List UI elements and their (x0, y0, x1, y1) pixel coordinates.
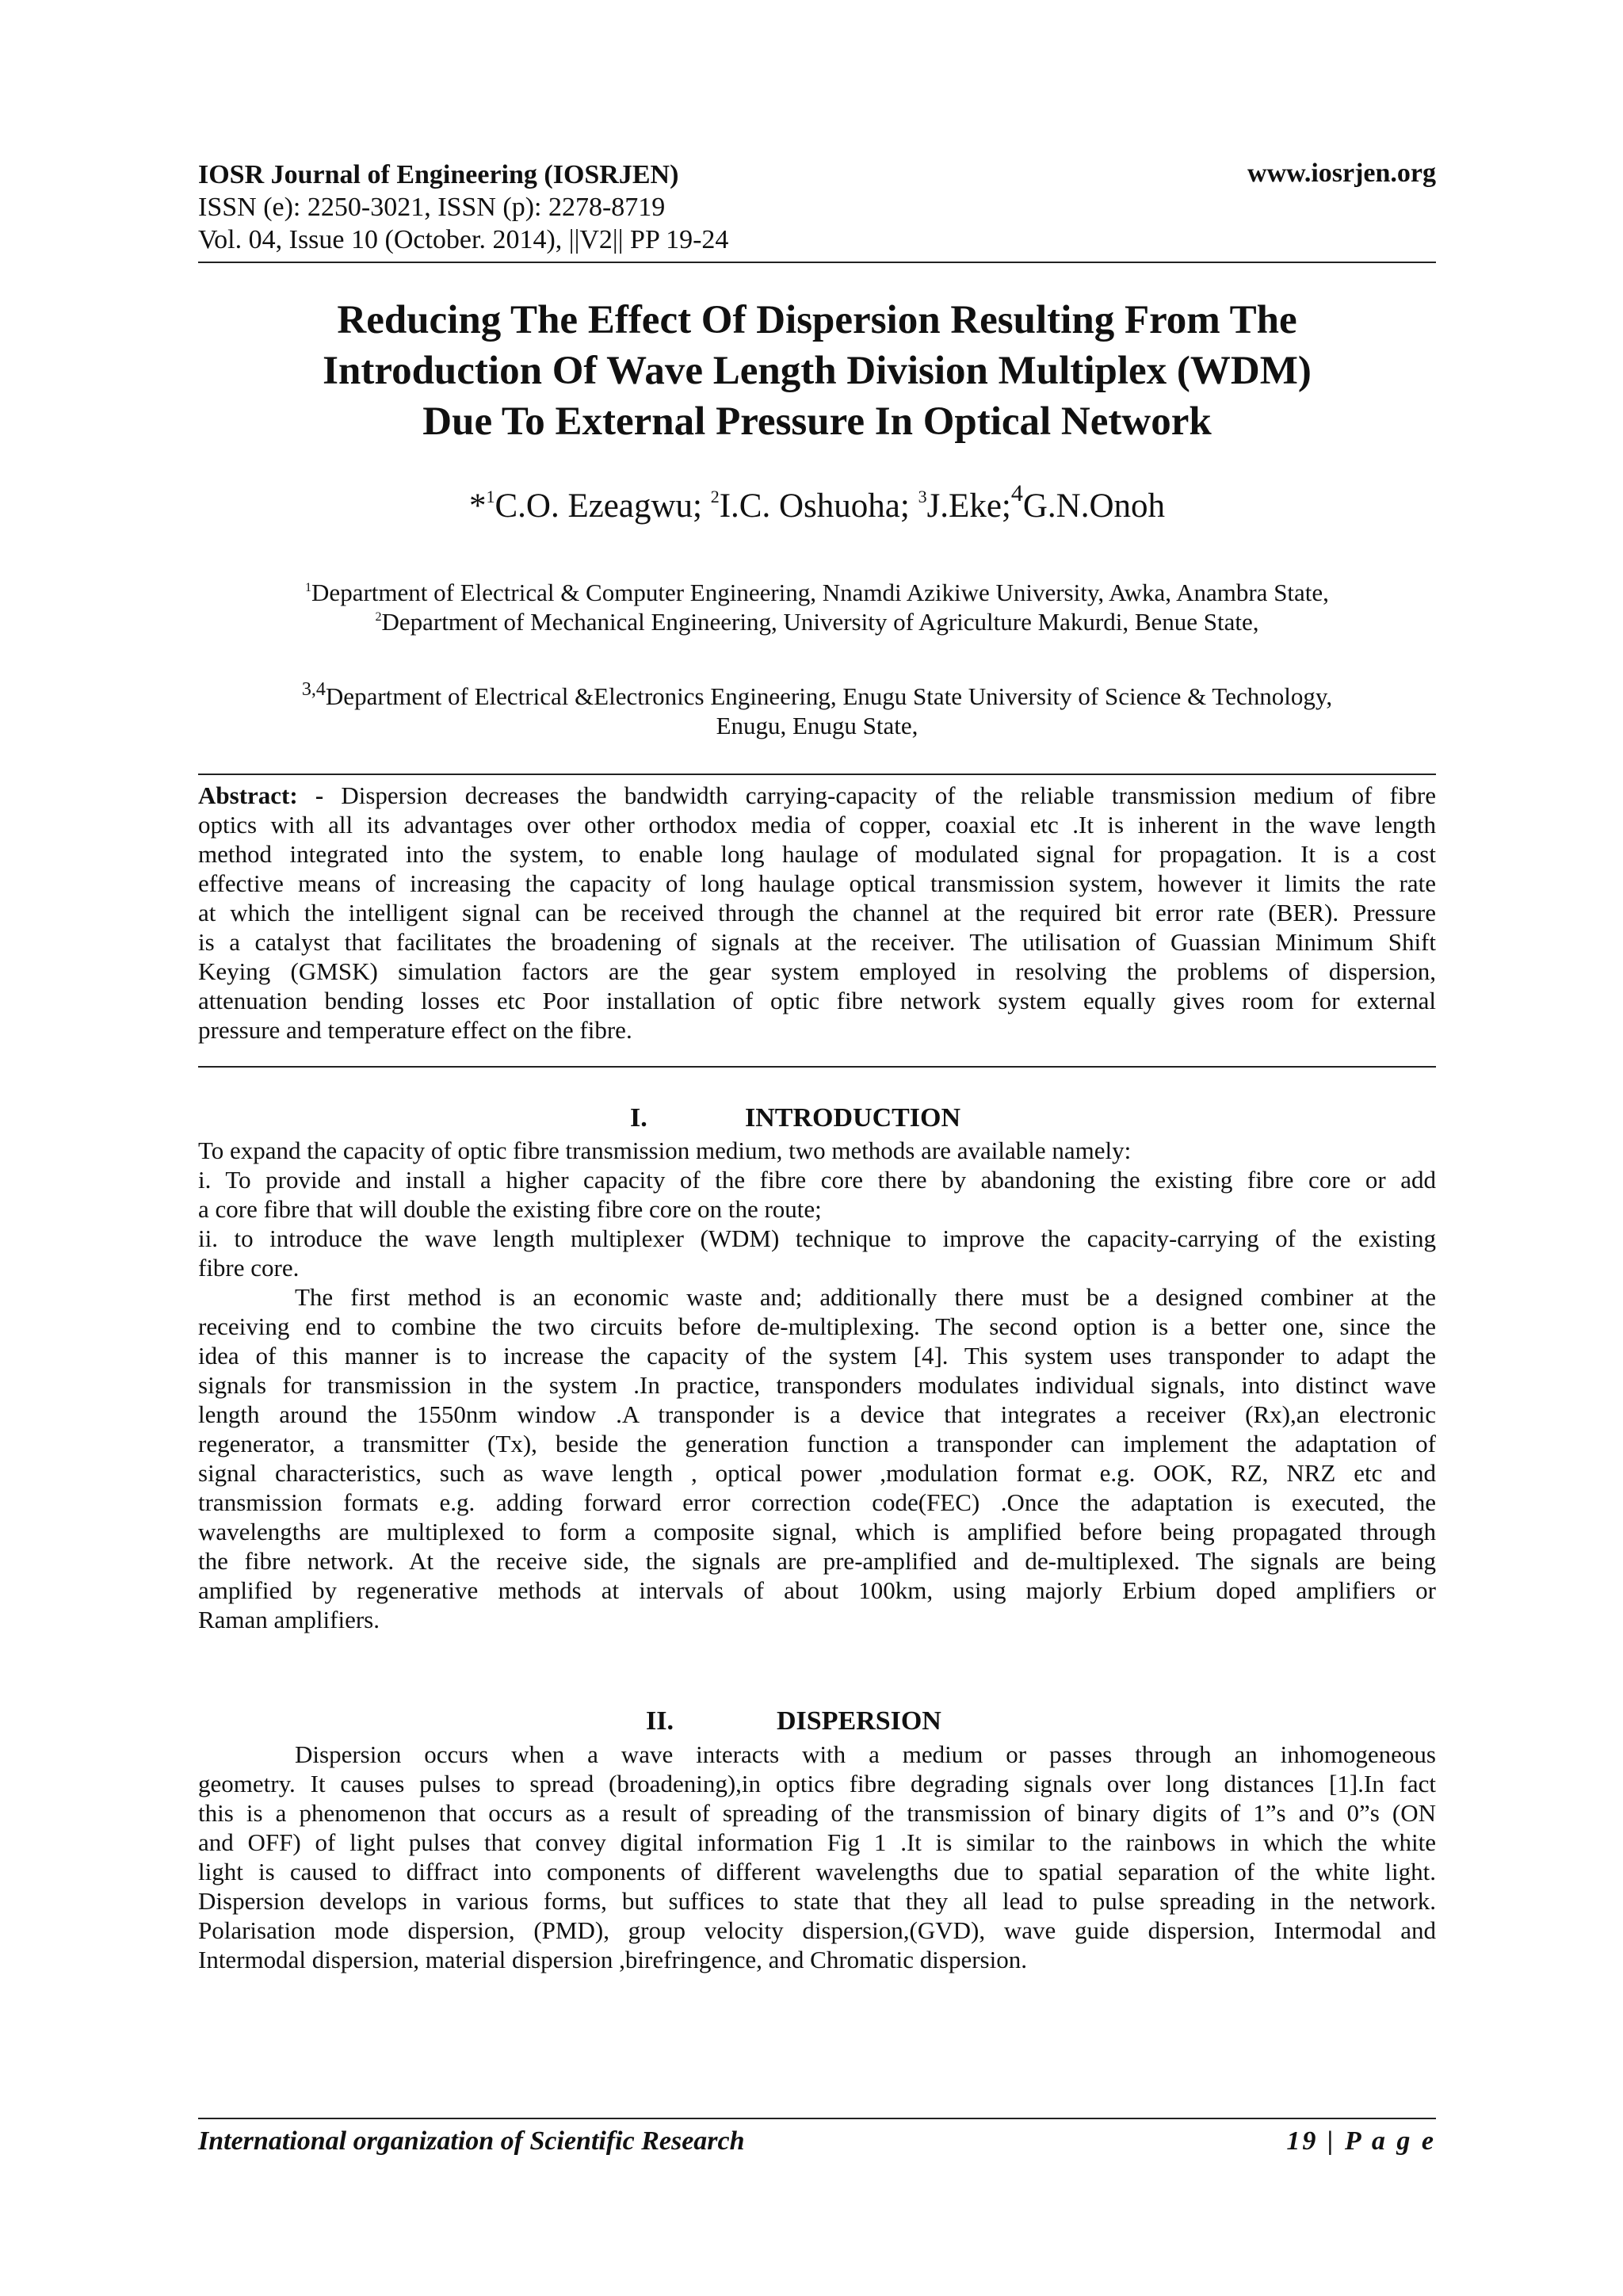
body-line: light is caused to diffract into components of different wavelengths due to spatial separation of the white light. (198, 1858, 1436, 1885)
abstract-line: effective means of increasing the capacity of long haulage optical transmission system, however it limits the rate (198, 869, 1436, 897)
body-line: To expand the capacity of optic fibre transmission medium, two methods are available namely: (198, 1137, 1132, 1164)
body-line: the fibre network. At the receive side, the signals are pre-amplified and de-multiplexed. The signals are being (198, 1547, 1436, 1575)
introduction-body (198, 1136, 1436, 1634)
abstract-bottom-rule (198, 1066, 1436, 1068)
author-name: C.O. Ezeagwu; (495, 487, 711, 525)
body-line: Dispersion occurs when a wave interacts with a medium or passes through an inhomogeneous (295, 1740, 1436, 1768)
body-line: geometry. It causes pulses to spread (broadening),in optics fibre degrading signals over long distances [1].In fact (198, 1770, 1436, 1797)
affiliation-block (198, 578, 1436, 636)
corresponding-mark: * (468, 487, 487, 525)
body-line: Intermodal dispersion, material dispersion ,birefringence, and Chromatic dispersion. (198, 1946, 1027, 1973)
author-sup: 1 (486, 487, 495, 506)
journal-name: IOSR Journal of Engineering (IOSRJEN) (198, 160, 679, 189)
body-line: signals for transmission in the system .In practice, transponders modulates individual signals, into distinct wave (198, 1371, 1436, 1399)
author-sup: 2 (710, 487, 720, 506)
abstract-line: at which the intelligent signal can be received through the channel at the required bit error rate (BER). Pressure (198, 899, 1436, 926)
body-line: idea of this manner is to increase the capacity of the system [4]. This system uses transponder to adapt the (198, 1342, 1436, 1370)
body-line: Raman amplifiers. (198, 1606, 380, 1633)
abstract-line: method integrated into the system, to enable long haulage of modulated signal for propagation. It is a cost (198, 840, 1436, 868)
author-sup: 3 (918, 487, 927, 506)
section-heading (198, 1706, 1436, 1737)
affiliation-1: $^1$Department of Electrical & Computer Engineering, Nnamdi Azikiwe University, Awka, Anambra State, (305, 579, 1329, 606)
footer-organization: International organization of Scientific Research (198, 2126, 745, 2156)
abstract-line: pressure and temperature effect on the fibre. (198, 1016, 632, 1044)
body-line: wavelengths are multiplexed to form a composite signal, which is amplified before being propagated through (198, 1518, 1436, 1545)
section-number: I. (630, 1103, 647, 1133)
body-line: Dispersion develops in various forms, but suffices to state that they all lead to pulse spreading in the network. (198, 1887, 1436, 1915)
author-sup: 4 (1010, 480, 1023, 506)
section-title: DISPERSION (777, 1706, 941, 1736)
journal-issn: ISSN (e): 2250-3021, ISSN (p): 2278-8719 (198, 193, 666, 222)
body-line: i. To provide and install a higher capacity of the fibre core there by abandoning the existing fibre core or add (198, 1166, 1436, 1194)
title-line: Due To External Pressure In Optical Network (422, 399, 1212, 444)
author-name: J.Eke; (926, 487, 1011, 525)
author-name: G.N.Onoh (1022, 487, 1166, 525)
affiliation-3: $^{3,4}$Department of Electrical &Electronics Engineering, Enugu State University of Science & Technology, (301, 679, 1333, 710)
abstract-line: Keying (GMSK) simulation factors are the gear system employed in resolving the problems of dispersion, (198, 957, 1436, 985)
journal-volume: Vol. 04, Issue 10 (October. 2014), ||V2|| PP 19-24 (198, 225, 729, 254)
page-number: 19 | P a g e (1286, 2126, 1436, 2156)
abstract (198, 781, 1436, 1045)
title-line: Introduction Of Wave Length Division Multiplex (WDM) (323, 349, 1312, 393)
body-line: regenerator, a transmitter (Tx), beside the generation function a transponder can implement the adaptation of (198, 1430, 1436, 1457)
abstract-line: is a catalyst that facilitates the broadening of signals at the receiver. The utilisation of Guassian Minimum Shift (198, 928, 1436, 956)
section-number: II. (646, 1706, 674, 1736)
affiliation-block (198, 679, 1436, 740)
title-line: Reducing The Effect Of Dispersion Resulting From The (337, 298, 1297, 342)
footer-divider (198, 2118, 1436, 2119)
paper-page (198, 0, 1436, 2296)
paper-title (198, 295, 1436, 447)
body-line: The first method is an economic waste and; additionally there must be a designed combiner at the (295, 1283, 1436, 1311)
journal-url[interactable]: www.iosrjen.org (1247, 159, 1436, 188)
author-name: I.C. Oshuoha; (719, 487, 918, 525)
dispersion-body (198, 1740, 1436, 1974)
abstract-line: attenuation bending losses etc Poor installation of optic fibre network system equally gives room for external (198, 987, 1436, 1014)
body-line: Polarisation mode dispersion, (PMD), group velocity dispersion,(GVD), wave guide dispersion, Intermodal and (198, 1916, 1436, 1944)
affiliation-2: $^2$Department of Mechanical Engineering, University of Agriculture Makurdi, Benue State, (375, 608, 1259, 636)
author-list (198, 480, 1436, 528)
body-line: signal characteristics, such as wave length , optical power ,modulation format e.g. OOK, RZ, NRZ etc and (198, 1459, 1436, 1487)
body-line: receiving end to combine the two circuits before de-multiplexing. The second option is a better one, since the (198, 1312, 1436, 1340)
section-heading (198, 1102, 1436, 1134)
header-divider (198, 262, 1436, 263)
body-line: fibre core. (198, 1254, 300, 1282)
body-line: transmission formats e.g. adding forward error correction code(FEC) .Once the adaptation is executed, the (198, 1488, 1436, 1516)
body-line: this is a phenomenon that occurs as a result of spreading of the transmission of binary digits of 1”s and 0”s (ON (198, 1799, 1436, 1827)
abstract-label: Abstract: - (198, 781, 342, 809)
body-line: ii. to introduce the wave length multiplexer (WDM) technique to improve the capacity-carrying of the existing (198, 1224, 1436, 1252)
body-line: amplified by regenerative methods at intervals of about 100km, using majorly Erbium doped amplifiers or (198, 1576, 1436, 1604)
affiliation-3-city: Enugu, Enugu State, (716, 712, 918, 739)
abstract-line: optics with all its advantages over other orthodox media of copper, coaxial etc .It is inherent in the wave length (198, 811, 1436, 839)
body-line: and OFF) of light pulses that convey digital information Fig 1 .It is similar to the rainbows in which the white (198, 1828, 1436, 1856)
body-line: length around the 1550nm window .A transponder is a device that integrates a receiver (Rx),an electronic (198, 1400, 1436, 1428)
abstract-line: Abstract: - Dispersion decreases the bandwidth carrying-capacity of the reliable transmission medium of fibre (198, 781, 1436, 809)
section-title: INTRODUCTION (745, 1103, 961, 1133)
abstract-top-rule (198, 774, 1436, 775)
body-line: a core fibre that will double the existing fibre core on the route; (198, 1195, 822, 1223)
